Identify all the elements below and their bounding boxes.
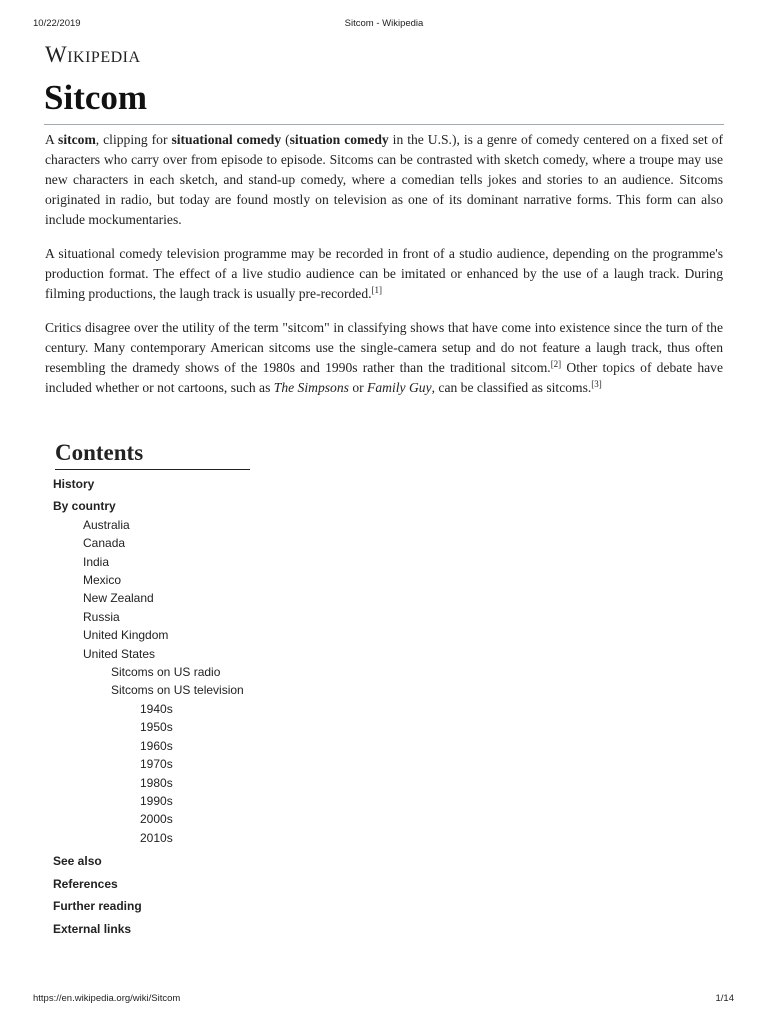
- text-run: A situational comedy television programme may be recorded in front of a studio audience, depending on the programme's production format. The effect of a live studio audience can be imitated or enhanced by the use of a laugh track. During filming productions, the laugh track is usually pre-recorded.: [45, 246, 723, 301]
- print-page-number: 1/14: [715, 993, 734, 1004]
- toc-item-1990s[interactable]: 1990s: [140, 793, 173, 808]
- toc-item-1940s[interactable]: 1940s: [140, 701, 173, 716]
- text-run: or: [348, 380, 368, 395]
- page-title: Sitcom: [44, 78, 148, 117]
- reference-link-1[interactable]: [1]: [371, 285, 383, 295]
- italic-title-family-guy: Family Guy: [367, 380, 432, 395]
- article-body: [45, 130, 723, 412]
- toc-item-india[interactable]: India: [83, 554, 110, 569]
- bold-term-situation-comedy: situation comedy: [289, 132, 389, 147]
- toc-item-2000s[interactable]: 2000s: [140, 812, 173, 827]
- toc-item-2010s[interactable]: 2010s: [140, 830, 173, 845]
- toc-item-russia[interactable]: Russia: [83, 609, 120, 624]
- text-run: , can be classified as sitcoms.: [431, 380, 592, 395]
- toc-item-references[interactable]: References: [53, 876, 118, 891]
- text-run: Other topics of debate have included whether or not cartoons, such as: [45, 360, 723, 395]
- toc-item-new-zealand[interactable]: New Zealand: [83, 591, 154, 606]
- toc-item-canada[interactable]: Canada: [83, 536, 126, 551]
- title-divider: [44, 124, 724, 125]
- toc-item-united-states[interactable]: United States: [83, 646, 156, 661]
- text-run: , clipping for: [95, 132, 172, 147]
- toc-item-1960s[interactable]: 1960s: [140, 738, 173, 753]
- print-page-title: Sitcom - Wikipedia: [344, 18, 424, 29]
- toc-item-united-kingdom[interactable]: United Kingdom: [83, 628, 169, 643]
- toc-item-mexico[interactable]: Mexico: [83, 573, 122, 588]
- italic-title-the-simpsons: The Simpsons: [273, 380, 349, 395]
- toc-item-by-country[interactable]: By country: [53, 499, 116, 514]
- reference-link-2[interactable]: [2]: [550, 359, 562, 369]
- bold-term-sitcom: sitcom: [58, 132, 96, 147]
- toc-title: Contents: [55, 440, 250, 470]
- toc-item-1980s[interactable]: 1980s: [140, 775, 173, 790]
- toc-item-history[interactable]: History: [53, 476, 95, 491]
- toc-item-1950s[interactable]: 1950s: [140, 720, 173, 735]
- bold-term-situational-comedy: situational comedy: [171, 132, 282, 147]
- reference-link-3[interactable]: [3]: [591, 379, 602, 389]
- text-run: Critics disagree over the utility of the term "sitcom" in classifying shows that have come into existence since the turn of the century. Many contemporary American sitcoms use the single-camera setup and do not feature a laugh track, thus often resembling the dramedy shows of the 1980s and 1990s rather than the traditional sitcom.: [45, 320, 723, 375]
- paragraph-intro: [45, 130, 723, 230]
- text-run: A: [45, 132, 59, 147]
- wikipedia-wordmark-logo[interactable]: Wikipedia: [45, 42, 141, 67]
- print-date: 10/22/2019: [33, 18, 81, 29]
- toc-item-australia[interactable]: Australia: [83, 517, 130, 532]
- paragraph-production: [45, 244, 723, 304]
- toc-item-further-reading[interactable]: Further reading: [53, 899, 142, 914]
- print-url: https://en.wikipedia.org/wiki/Sitcom: [33, 993, 181, 1004]
- table-of-contents: [53, 440, 313, 939]
- toc-item-see-also[interactable]: See also: [53, 853, 102, 868]
- text-run: (: [281, 132, 290, 147]
- toc-item-sitcoms-on-us-radio[interactable]: Sitcoms on US radio: [111, 665, 221, 680]
- text-run: in the U.S.), is a genre of comedy centered on a fixed set of characters who carry over from episode to episode. Sitcoms can be contrasted with sketch comedy, where a troupe may use new characters in each sketch, and stand-up comedy, where a comedian tells jokes and stories to an audience. Sitcoms originated in radio, but today are found mostly on television as one of its dominant narrative forms. This form can also include mockumentaries.: [45, 132, 723, 227]
- toc-item-1970s[interactable]: 1970s: [140, 757, 173, 772]
- toc-list: [53, 475, 313, 939]
- toc-item-sitcoms-on-us-television[interactable]: Sitcoms on US television: [111, 683, 244, 698]
- print-footer: [0, 993, 768, 1005]
- print-header: [0, 18, 768, 30]
- toc-item-external-links[interactable]: External links: [53, 922, 132, 937]
- paragraph-critics: [45, 318, 723, 398]
